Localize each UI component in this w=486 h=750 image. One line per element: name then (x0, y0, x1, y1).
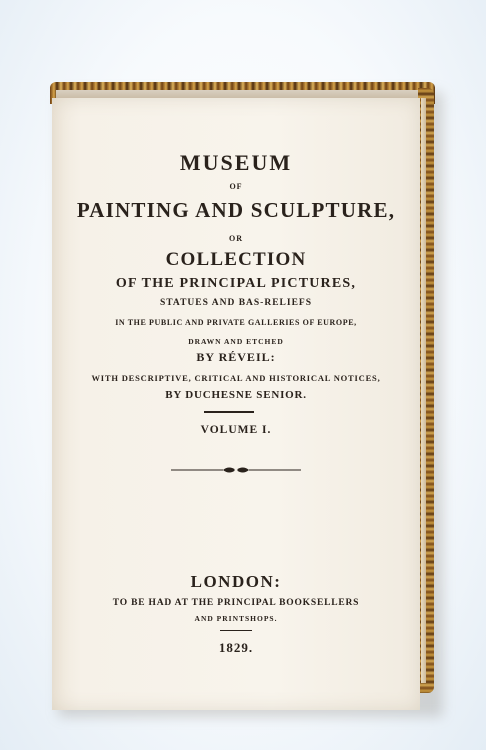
title-drawn-etched: DRAWN AND ETCHED (188, 337, 284, 346)
volume-label: VOLUME I. (200, 424, 272, 436)
title-or: OR (229, 234, 243, 243)
ornament-divider-icon (171, 464, 301, 476)
title-notices: WITH DESCRIPTIVE, CRITICAL AND HISTORICAL NOTICES, (91, 373, 381, 383)
title-painting-sculpture: PAINTING AND SCULPTURE, (76, 198, 396, 222)
divider-rule (204, 411, 254, 413)
imprint-booksellers: TO BE HAD AT THE PRINCIPAL BOOKSELLERS (112, 598, 360, 608)
title-author-reveil: BY RÉVEIL: (196, 350, 276, 364)
imprint-printshops: AND PRINTSHOPS. (194, 614, 278, 623)
imprint-london: LONDON: (190, 572, 282, 591)
page-block-side (421, 98, 426, 683)
imprint-rule (220, 630, 252, 631)
title-galleries: IN THE PUBLIC AND PRIVATE GALLERIES OF EUROPE, (115, 318, 357, 327)
title-page (52, 98, 420, 710)
book-fore-edge (418, 88, 434, 693)
title-statues: STATUES AND BAS-RELIEFS (160, 298, 312, 308)
title-collection: COLLECTION (165, 249, 307, 270)
title-principal-pictures: OF THE PRINCIPAL PICTURES, (115, 276, 357, 291)
title-museum: MUSEUM (179, 150, 293, 175)
title-author-duchesne: BY DUCHESNE SENIOR. (165, 389, 307, 401)
title-of: OF (229, 182, 243, 191)
imprint-year: 1829. (218, 640, 254, 655)
